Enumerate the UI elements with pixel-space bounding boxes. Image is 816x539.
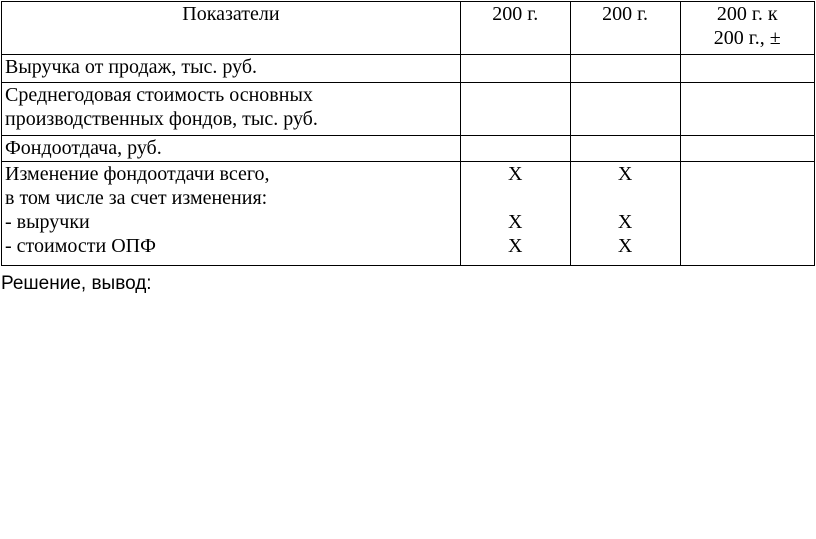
solution-label: Решение, вывод: xyxy=(1,273,152,294)
mark-x: Х xyxy=(508,211,523,233)
header-year-2: 200 г. xyxy=(570,2,680,55)
mark-x: Х xyxy=(617,211,633,233)
table-row-revenue xyxy=(2,55,815,83)
header-difference xyxy=(680,2,815,55)
row-label-change-line-4: - стоимости ОПФ xyxy=(5,235,156,257)
indicators-table xyxy=(1,1,815,266)
cell-change-difference xyxy=(680,162,815,266)
row-label-change-line-2: в том числе за счет изменения: xyxy=(5,187,268,209)
mark-x: Х xyxy=(508,163,523,185)
row-label-change xyxy=(2,162,461,266)
cell-revenue-difference xyxy=(680,55,815,83)
mark-x: Х xyxy=(617,163,633,185)
cell-fixed-assets-year-1 xyxy=(460,83,570,136)
cell-capital-productivity-difference xyxy=(680,136,815,162)
cell-revenue-year-2 xyxy=(570,55,680,83)
header-indicators: Показатели xyxy=(2,2,461,55)
cell-fixed-assets-difference xyxy=(680,83,815,136)
cell-capital-productivity-year-2 xyxy=(570,136,680,162)
header-difference-line-2: 200 г., ± xyxy=(713,27,781,49)
header-year-1: 200 г. xyxy=(460,2,570,55)
table-row-capital-productivity xyxy=(2,136,815,162)
row-label-fixed-assets-line-2: производственных фондов, тыс. руб. xyxy=(5,108,318,130)
row-label-capital-productivity: Фондоотдача, руб. xyxy=(2,136,461,162)
row-label-revenue: Выручка от продаж, тыс. руб. xyxy=(2,55,461,83)
header-row xyxy=(2,2,815,55)
table-row-change xyxy=(2,162,815,266)
mark-x: Х xyxy=(617,235,633,257)
row-label-change-line-3: - выручки xyxy=(5,211,90,233)
table-row-fixed-assets xyxy=(2,83,815,136)
cell-revenue-year-1 xyxy=(460,55,570,83)
mark-x: Х xyxy=(508,235,523,257)
header-difference-line-1: 200 г. к xyxy=(716,3,778,25)
cell-capital-productivity-year-1 xyxy=(460,136,570,162)
row-label-fixed-assets xyxy=(2,83,461,136)
cell-fixed-assets-year-2 xyxy=(570,83,680,136)
row-label-fixed-assets-line-1: Среднегодовая стоимость основных xyxy=(5,84,313,106)
cell-change-year-1 xyxy=(460,162,570,266)
row-label-change-line-1: Изменение фондоотдачи всего, xyxy=(5,163,270,185)
cell-change-year-2 xyxy=(570,162,680,266)
